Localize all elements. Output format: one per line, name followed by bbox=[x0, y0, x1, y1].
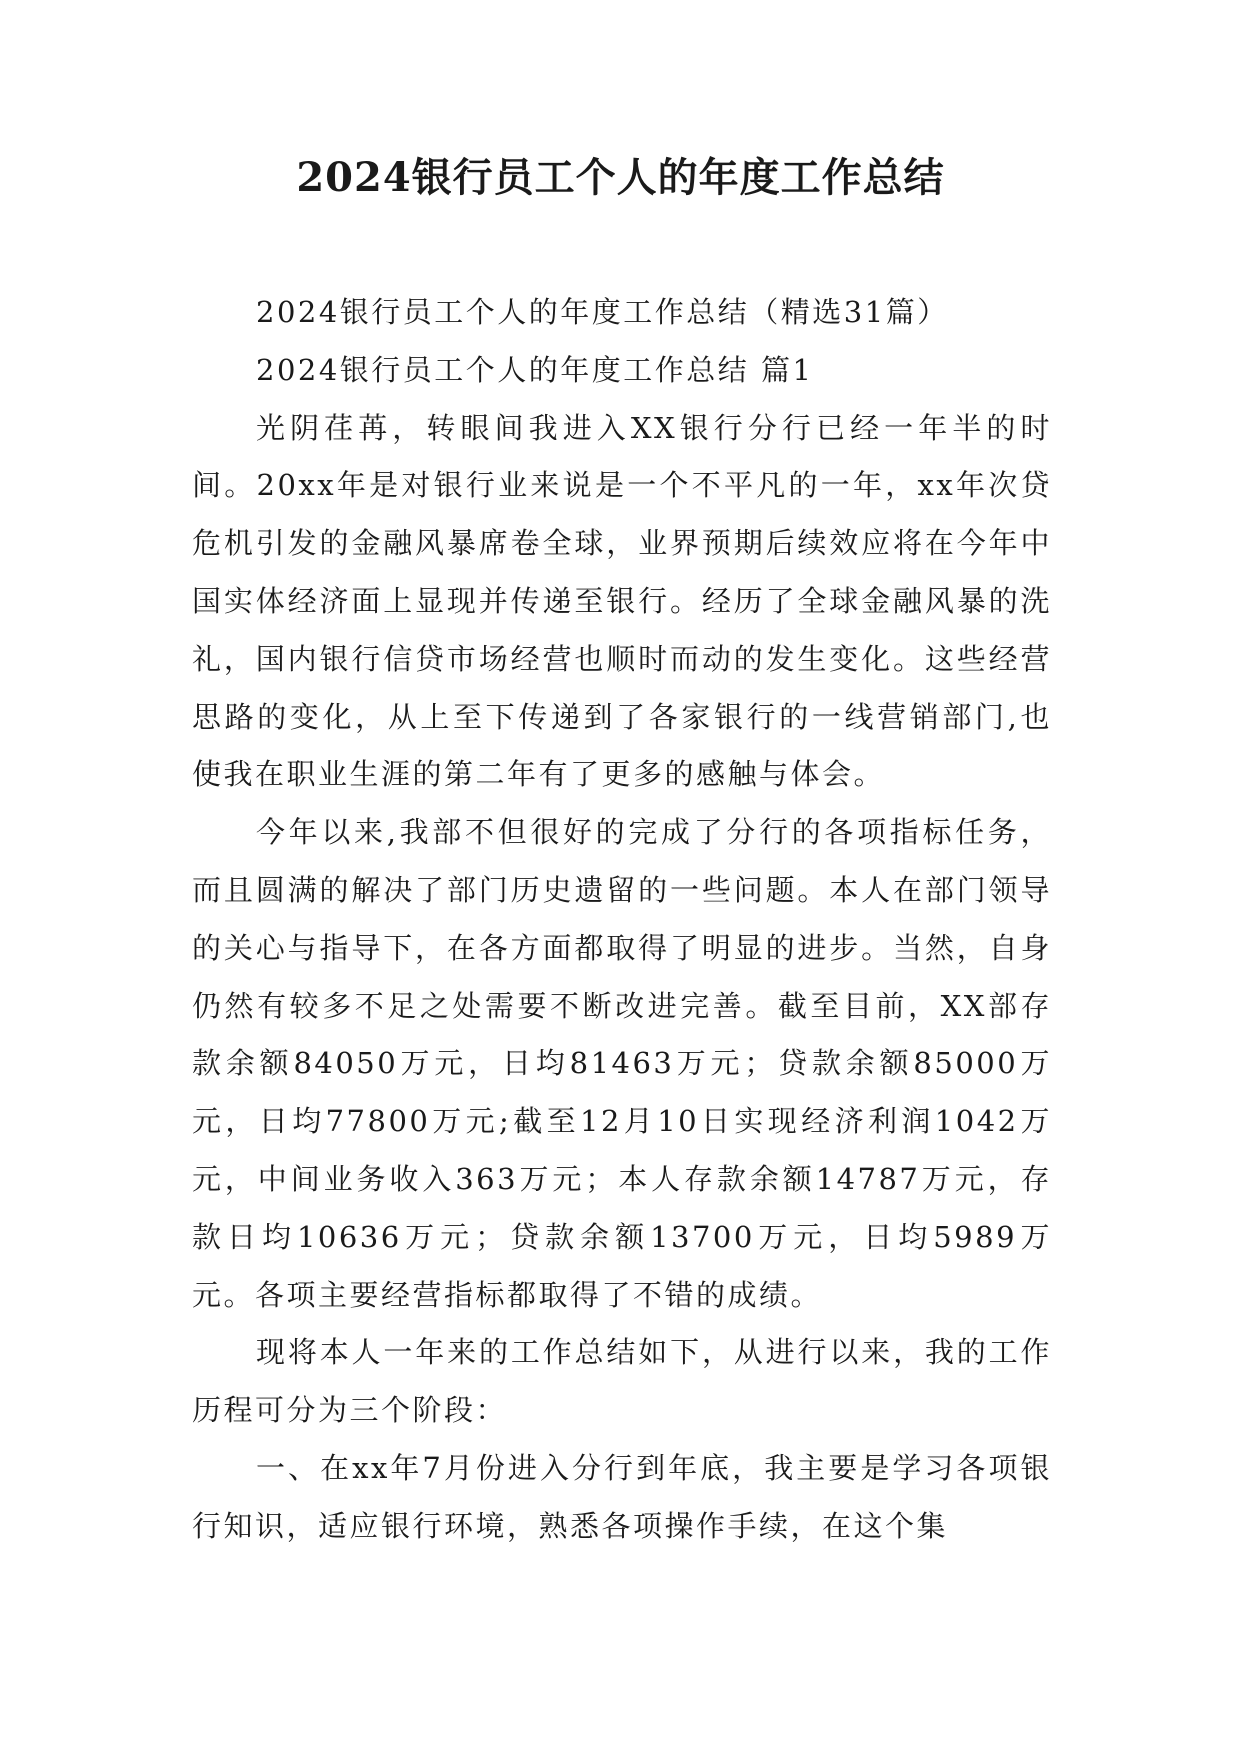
body-paragraph: 光阴荏苒，转眼间我进入XX银行分行已经一年半的时间。20xx年是对银行业来说是一个不平凡的一年，xx年次贷危机引发的金融风暴席卷全球，业界预期后续效应将在今年中国实体经济面上显现并传递至银行。经历了全球金融风暴的洗礼，国内银行信贷市场经营也顺时而动的发生变化。这些经营思路的变化，从上至下传递到了各家银行的一线营销部门,也使我在职业生涯的第二年有了更多的感触与体会。 bbox=[192, 410, 1052, 792]
document-title: 2024银行员工个人的年度工作总结 bbox=[296, 154, 945, 201]
body-paragraph: 今年以来,我部不但很好的完成了分行的各项指标任务，而且圆满的解决了部门历史遗留的一些问题。本人在部门领导的关心与指导下，在各方面都取得了明显的进步。当然，自身仍然有较多不足之处需要不断改进完善。截至目前，XX部存款余额84050万元，日均81463万元；贷款余额85000万元，日均77800万元;截至12月10日实现经济利润1042万元，中间业务收入363万元；本人存款余额14787万元，存款日均10636万元；贷款余额13700万元，日均5989万元。各项主要经营指标都取得了不错的成绩。 bbox=[192, 815, 1052, 1312]
subtitle-line: 2024银行员工个人的年度工作总结（精选31篇） bbox=[256, 295, 949, 329]
section-heading: 2024银行员工个人的年度工作总结 篇1 bbox=[256, 352, 814, 387]
body-paragraph: 现将本人一年来的工作总结如下，从进行以来，我的工作历程可分为三个阶段： bbox=[192, 1335, 1052, 1428]
document-body bbox=[192, 284, 1052, 1556]
body-paragraph: 一、在xx年7月份进入分行到年底，我主要是学习各项银行知识，适应银行环境，熟悉各项操作手续，在这个集 bbox=[192, 1450, 1052, 1543]
